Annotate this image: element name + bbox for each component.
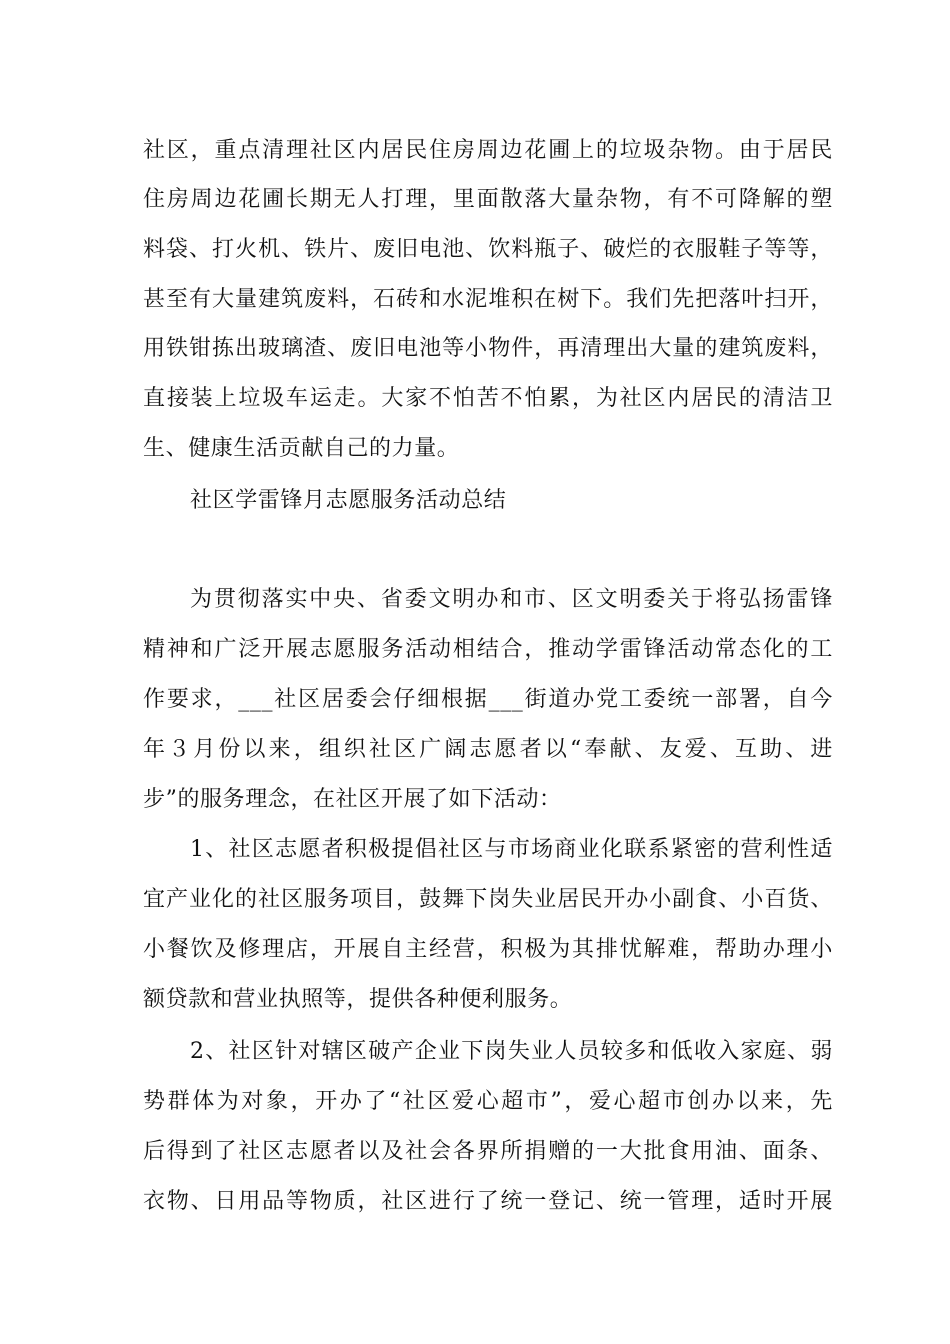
text-line: 作要求，___社区居委会仔细根据___街道办党工委统一部署，自今 bbox=[143, 687, 833, 712]
text-line: 直接装上垃圾车运走。大家不怕苦不怕累，为社区内居民的清洁卫 bbox=[143, 386, 833, 411]
text-line: 社区，重点清理社区内居民住房周边花圃上的垃圾杂物。由于居民 bbox=[143, 138, 833, 163]
text-line: 后得到了社区志愿者以及社会各界所捐赠的一大批食用油、面条、 bbox=[143, 1139, 833, 1164]
text-line: 甚至有大量建筑废料，石砖和水泥堆积在树下。我们先把落叶扫开， bbox=[143, 287, 833, 312]
text-line: 用铁钳拣出玻璃渣、废旧电池等小物件，再清理出大量的建筑废料， bbox=[143, 336, 833, 361]
section-title: 社区学雷锋月志愿服务活动总结 bbox=[190, 488, 507, 513]
text-line: 料袋、打火机、铁片、废旧电池、饮料瓶子、破烂的衣服鞋子等等， bbox=[143, 237, 833, 262]
text-line: 额贷款和营业执照等，提供各种便利服务。 bbox=[143, 987, 573, 1012]
text-line: 1、社区志愿者积极提倡社区与市场商业化联系紧密的营利性适 bbox=[190, 837, 833, 862]
text-line: 住房周边花圃长期无人打理，里面散落大量杂物，有不可降解的塑 bbox=[143, 187, 833, 212]
text-line: 步”的服务理念，在社区开展了如下活动： bbox=[143, 787, 562, 812]
text-line: 精神和广泛开展志愿服务活动相结合，推动学雷锋活动常态化的工 bbox=[143, 637, 833, 662]
text-line: 小餐饮及修理店，开展自主经营，积极为其排忧解难，帮助办理小 bbox=[143, 937, 833, 962]
text-line: 生、健康生活贡献自己的力量。 bbox=[143, 436, 460, 461]
text-line: 宜产业化的社区服务项目，鼓舞下岗失业居民开办小副食、小百货、 bbox=[143, 887, 833, 912]
text-line: 衣物、日用品等物质，社区进行了统一登记、统一管理，适时开展 bbox=[143, 1189, 833, 1214]
text-line: 年３月份以来，组织社区广阔志愿者以“奉献、友爱、互助、进 bbox=[143, 737, 833, 762]
text-line: 2、社区针对辖区破产企业下岗失业人员较多和低收入家庭、弱 bbox=[190, 1039, 833, 1064]
text-line: 为贯彻落实中央、省委文明办和市、区文明委关于将弘扬雷锋 bbox=[190, 587, 833, 612]
text-line: 势群体为对象，开办了“社区爱心超市”，爱心超市创办以来，先 bbox=[143, 1089, 833, 1114]
